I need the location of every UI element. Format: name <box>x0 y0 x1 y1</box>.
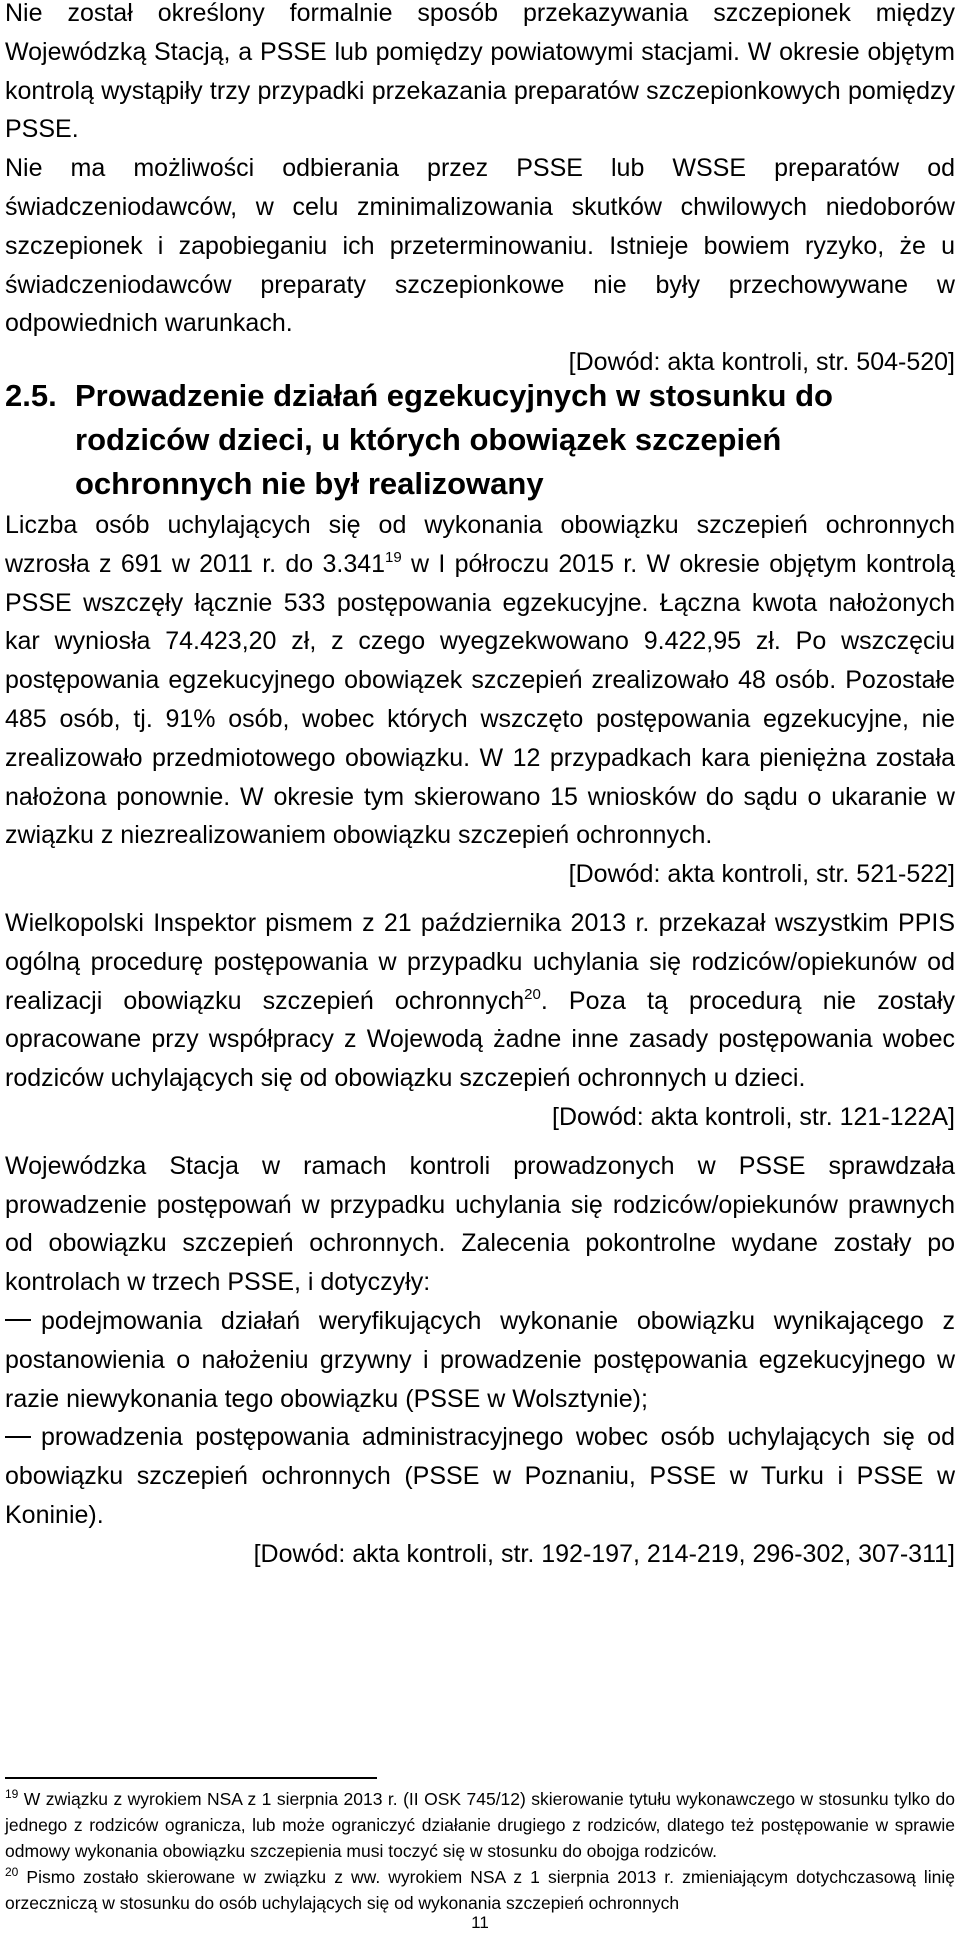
evidence-reference: [Dowód: akta kontroli, str. 504-520] <box>568 348 955 377</box>
list-item-text: prowadzenia postępowania administracyjnego wobec osób uchylających się od obowiązku szczepień ochronnych (PSSE w Poznaniu, PSSE w Turku i PSSE w Koninie). <box>5 1423 955 1529</box>
page-number: 11 <box>471 1913 489 1932</box>
list-item-text: podejmowania działań weryfikujących wykonanie obowiązku wynikającego z postanowienia o nałożeniu grzywny i prowadzenie postępowania egzekucyjnego w razie niewykonania tego obowiązku (PSSE w Wolsztynie); <box>5 1306 955 1413</box>
footnotes <box>5 1786 955 1916</box>
footnote-separator <box>5 1777 377 1779</box>
body-paragraph-2 <box>5 904 955 1098</box>
footnote-ref: 19 <box>385 548 402 566</box>
section-number: 2.5. <box>5 378 57 413</box>
footnote-text: W związku z wyrokiem NSA z 1 sierpnia 2013 r. (II OSK 745/12) skierowanie tytułu wykonawczego w stosunku tylko do jednego z rodziców ogranicza, lub może ograniczyć działanie drugiego z rodziców, dlatego też postępowanie w sprawie odmowy wykonania obowiązku szczepienia musi toczyć się w stosunku do obojga rodziców. <box>5 1789 955 1861</box>
paragraph-text: w I półroczu 2015 r. W okresie objętym kontrolą PSSE wszczęły łącznie 533 postępowania egzekucyjne. Łączna kwota nałożonych kar wyniosła 74.423,20 zł, z czego wyegzekwowano 9.422,95 zł. Po wszczęciu postępowania egzekucyjnego obowiązek szczepień zrealizowało 48 osób. Pozostałe 485 osób, tj. 91% osób, wobec których wszczęto postępowania egzekucyjne, nie zrealizowało przedmiotowego obowiązku. W 12 przypadkach kara pieniężna została nałożona ponownie. W okresie tym skierowano 15 wniosków do sądu o ukaranie w związku z niezrealizowaniem obowiązku szczepień ochronnych. <box>5 549 955 850</box>
intro-paragraph-2: Nie ma możliwości odbierania przez PSSE lub WSSE preparatów od świadczeniodawców, w celu zminimalizowania skutków chwilowych niedoborów szczepionek i zapobieganiu ich przeterminowaniu. Istnieje bowiem ryzyko, że u świadczeniodawców preparaty szczepionkowe nie były przechowywane w odpowiednich warunkach. <box>5 154 955 338</box>
paragraph-text: Liczba osób uchylających się od wykonania obowiązku szczepień ochronnych wzrosła z 691 w 2011 r. do 3.341 <box>5 511 955 578</box>
evidence-reference: [Dowód: akta kontroli, str. 192-197, 214-219, 296-302, 307-311] <box>253 1539 955 1568</box>
section-title: Prowadzenie działań egzekucyjnych w stosunku do rodziców dzieci, u których obowiązek szczepień ochronnych nie był realizowany <box>75 378 833 501</box>
footnote-number: 19 <box>5 1787 19 1801</box>
dash-bullet <box>5 1319 31 1321</box>
footnote-number: 20 <box>5 1865 19 1879</box>
intro-block <box>5 0 955 382</box>
evidence-reference: [Dowód: akta kontroli, str. 121-122A] <box>552 1102 955 1131</box>
paragraph-text: . Poza tą procedurą nie zostały opracowane przy współpracy z Wojewodą żadne inne zasady postępowania wobec rodziców uchylających się od obowiązku szczepień ochronnych u dzieci. <box>5 986 955 1093</box>
paragraph-text: Wielkopolski Inspektor pismem z 21 października 2013 r. przekazał wszystkim PPIS ogólną procedurę postępowania w przypadku uchylania się rodziców/opiekunów od realizacji obowiązku szczepień ochronnych <box>5 908 955 1015</box>
footnote-text: Pismo zostało skierowane w związku z ww. wyrokiem NSA z 1 sierpnia 2013 r. zmieniającym dotychczasową linię orzeczniczą w stosunku do osób uchylających się od wykonania szczepień ochronnych <box>5 1867 955 1913</box>
dash-bullet <box>5 1436 31 1438</box>
footnote-ref: 20 <box>524 985 541 1003</box>
body-paragraph-1 <box>5 506 955 855</box>
list-item <box>5 1302 955 1418</box>
footnote-19 <box>5 1786 955 1864</box>
body-paragraph-3: Wojewódzka Stacja w ramach kontroli prowadzonych w PSSE sprawdzała prowadzenie postępowań w przypadku uchylania się rodziców/opiekunów prawnych od obowiązku szczepień ochronnych. Zalecenia pokontrolne wydane zostały po kontrolach w trzech PSSE, i dotyczyły: <box>5 1151 955 1297</box>
intro-paragraph-1: Nie został określony formalnie sposób przekazywania szczepionek między Wojewódzką Stacją, a PSSE lub pomiędzy powiatowymi stacjami. W okresie objętym kontrolą wystąpiły trzy przypadki przekazania preparatów szczepionkowych pomiędzy PSSE. <box>5 0 955 144</box>
body-block <box>5 506 955 1574</box>
list-item <box>5 1418 955 1534</box>
evidence-reference: [Dowód: akta kontroli, str. 521-522] <box>568 860 955 889</box>
section-heading <box>5 374 955 506</box>
footnote-20 <box>5 1864 955 1916</box>
